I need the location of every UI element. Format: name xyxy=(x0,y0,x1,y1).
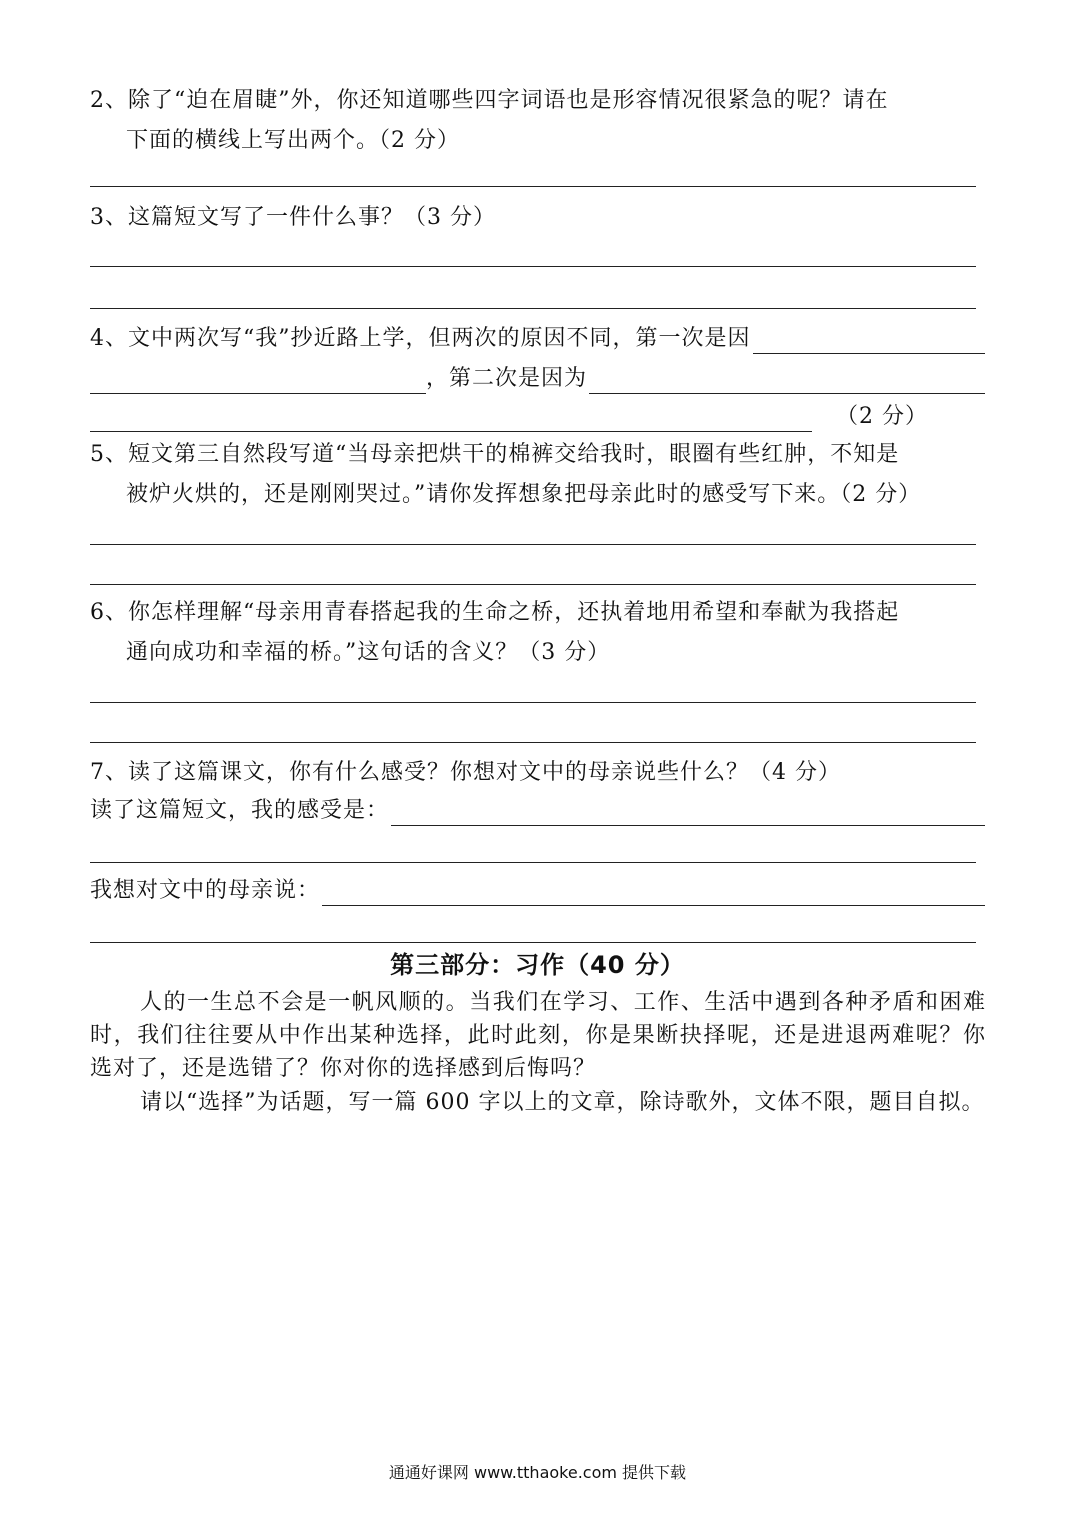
q2-answer-line[interactable] xyxy=(90,186,976,187)
q7-answer-blank-mother[interactable] xyxy=(322,883,985,906)
q7-prompt-mother: 我想对文中的母亲说： xyxy=(90,878,321,903)
q7-row-feeling xyxy=(90,796,985,826)
q4-row1 xyxy=(90,324,985,354)
q6-answer-line-2[interactable] xyxy=(90,742,976,743)
q7-line1: 7、读了这篇课文，你有什么感受？你想对文中的母亲说些什么？（4 分） xyxy=(90,760,841,785)
q4-line2-mid: ，第二次是因为 xyxy=(426,366,588,391)
footer-download-note: 通通好课网 www.tthaoke.com 提供下载 xyxy=(388,1463,687,1482)
q4-answer-blank-2[interactable] xyxy=(90,371,426,394)
q4-score: （2 分） xyxy=(836,404,928,429)
section3-paragraph-1: 人的一生总不会是一帆风顺的。当我们在学习、工作、生活中遇到各种矛盾和困难时，我们往往要从中作出某种选择，此时此刻，你是果断抉择呢，还是进退两难呢？你选对了，还是选错了？你对你的选择感到后悔吗？ xyxy=(90,990,986,1081)
q4-answer-blank-4[interactable] xyxy=(90,409,812,432)
q6-line2: 通向成功和幸福的桥。”这句话的含义？（3 分） xyxy=(126,640,611,665)
q4-row2 xyxy=(90,364,985,394)
q4-answer-blank-1[interactable] xyxy=(753,331,986,354)
q4-answer-blank-3[interactable] xyxy=(589,371,985,394)
q7-answer-line-2[interactable] xyxy=(90,942,976,943)
q3-answer-line-1[interactable] xyxy=(90,266,976,267)
q7-answer-line-1[interactable] xyxy=(90,862,976,863)
q7-row-mother xyxy=(90,876,985,906)
q3-line1: 3、这篇短文写了一件什么事？（3 分） xyxy=(90,205,496,230)
q4-line1: 4、文中两次写“我”抄近路上学，但两次的原因不同，第一次是因 xyxy=(90,326,751,351)
q2-line2: 下面的横线上写出两个。（2 分） xyxy=(126,128,460,153)
q5-line2: 被炉火烘的，还是刚刚哭过。”请你发挥想象把母亲此时的感受写下来。（2 分） xyxy=(126,482,922,507)
q5-answer-line-1[interactable] xyxy=(90,544,976,545)
q5-answer-line-2[interactable] xyxy=(90,584,976,585)
q6-answer-line-1[interactable] xyxy=(90,702,976,703)
q6-line1: 6、你怎样理解“母亲用青春搭起我的生命之桥，还执着地用希望和奉献为我搭起 xyxy=(90,600,900,625)
q5-line1: 5、短文第三自然段写道“当母亲把烘干的棉裤交给我时，眼圈有些红肿，不知是 xyxy=(90,442,900,467)
q2-line1: 2、除了“迫在眉睫”外，你还知道哪些四字词语也是形容情况很紧急的呢？请在 xyxy=(90,88,889,113)
q7-answer-blank-feeling[interactable] xyxy=(391,803,985,826)
q3-answer-line-2[interactable] xyxy=(90,308,976,309)
q7-prompt-feeling: 读了这篇短文，我的感受是： xyxy=(90,798,390,823)
section3-title: 第三部分：习作（40 分） xyxy=(390,951,685,979)
q4-row3 xyxy=(90,402,985,432)
section3-paragraph-2: 请以“选择”为话题，写一篇 600 字以上的文章，除诗歌外，文体不限，题目自拟。 xyxy=(140,1090,985,1115)
